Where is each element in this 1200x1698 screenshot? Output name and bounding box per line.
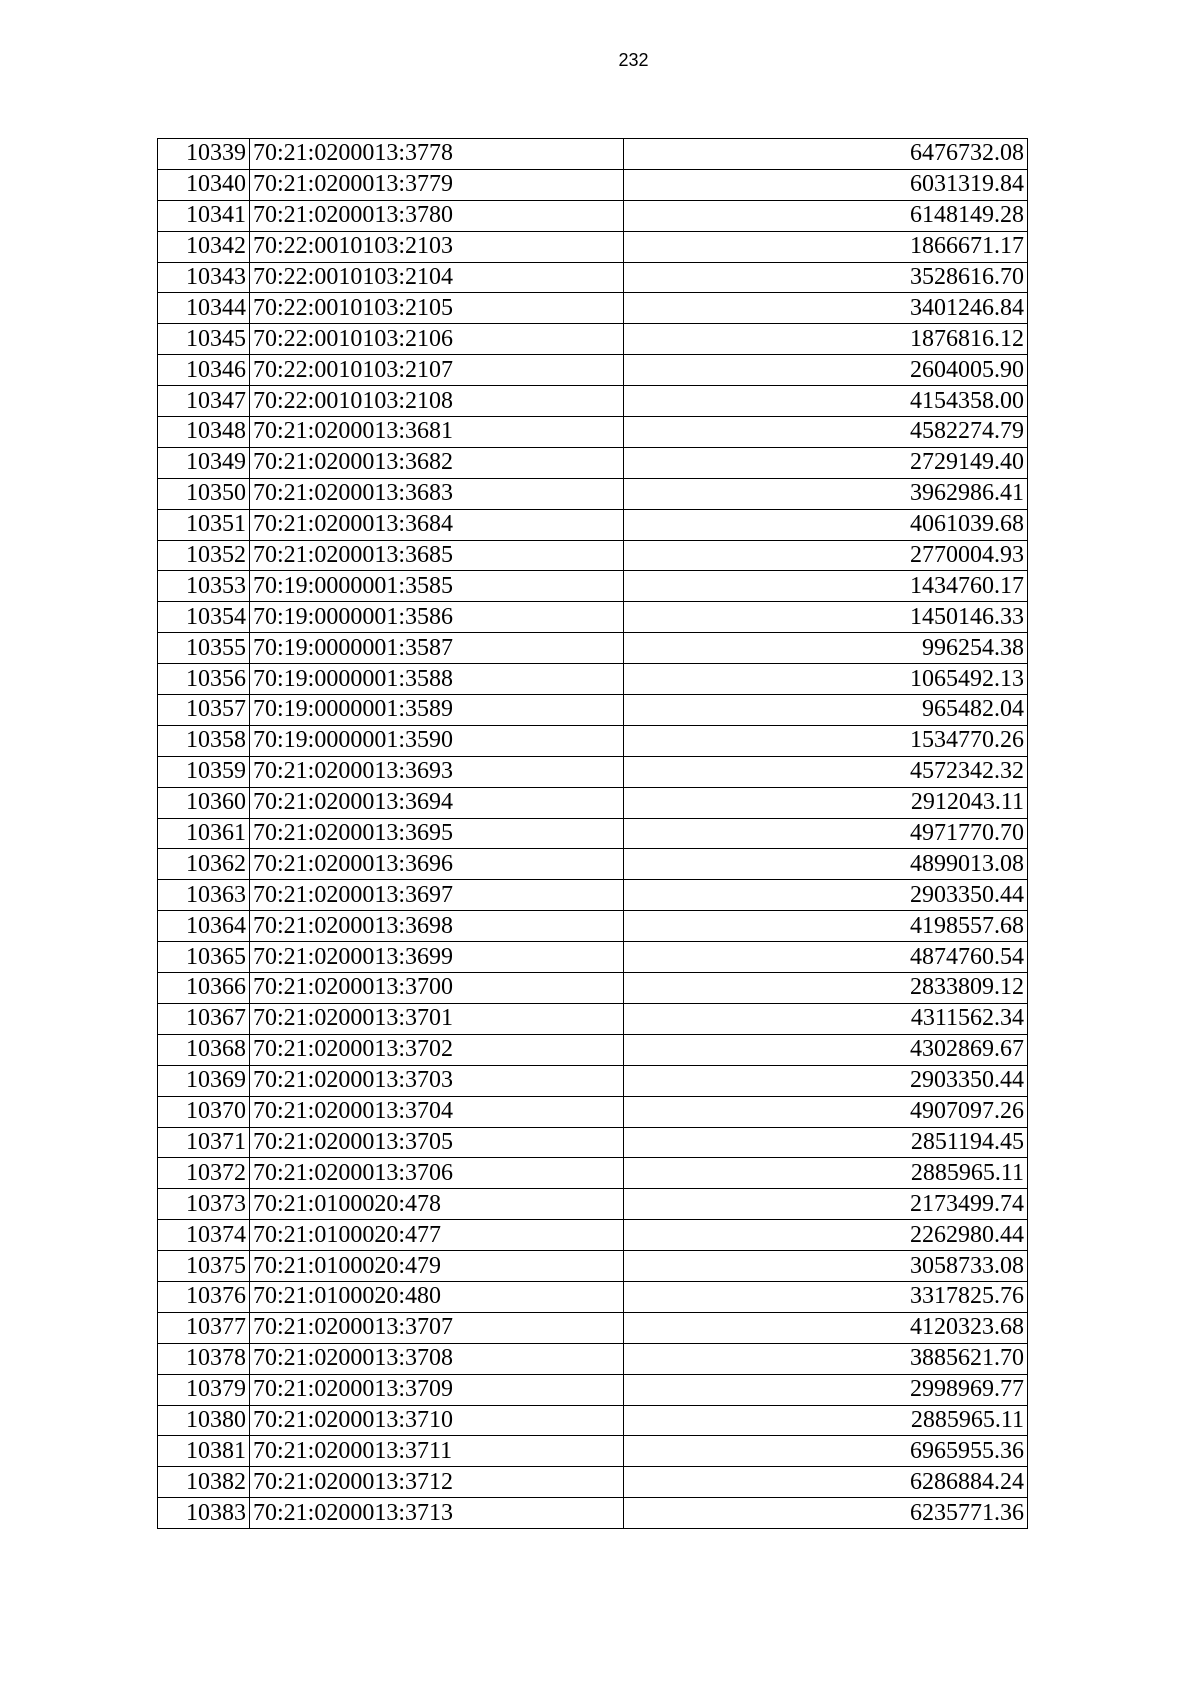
cadastral-value-cell: 996254.38 <box>624 633 1028 664</box>
row-number-cell: 10382 <box>158 1467 250 1498</box>
table-row <box>158 787 1028 818</box>
cadastral-number-cell: 70:22:0010103:2108 <box>250 386 624 417</box>
row-number-cell: 10379 <box>158 1374 250 1405</box>
cadastral-value-cell: 2903350.44 <box>624 1065 1028 1096</box>
row-number-cell: 10361 <box>158 818 250 849</box>
row-number-cell: 10363 <box>158 880 250 911</box>
table-row <box>158 324 1028 355</box>
cadastral-value-cell: 4198557.68 <box>624 911 1028 942</box>
cadastral-number-cell: 70:21:0200013:3693 <box>250 756 624 787</box>
table-row <box>158 509 1028 540</box>
table-row <box>158 664 1028 695</box>
row-number-cell: 10354 <box>158 602 250 633</box>
cadastral-number-cell: 70:21:0200013:3695 <box>250 818 624 849</box>
table-row <box>158 911 1028 942</box>
cadastral-number-cell: 70:21:0100020:479 <box>250 1251 624 1282</box>
cadastral-number-cell: 70:22:0010103:2105 <box>250 293 624 324</box>
table-row <box>158 1251 1028 1282</box>
cadastral-value-cell: 4907097.26 <box>624 1096 1028 1127</box>
cadastral-value-cell: 2998969.77 <box>624 1374 1028 1405</box>
cadastral-value-cell: 4971770.70 <box>624 818 1028 849</box>
table-row <box>158 695 1028 726</box>
table-row <box>158 355 1028 386</box>
table-row <box>158 1436 1028 1467</box>
cadastral-value-cell: 4582274.79 <box>624 417 1028 448</box>
cadastral-value-cell: 4874760.54 <box>624 942 1028 973</box>
row-number-cell: 10376 <box>158 1281 250 1312</box>
row-number-cell: 10342 <box>158 231 250 262</box>
table-row <box>158 231 1028 262</box>
table-row <box>158 1003 1028 1034</box>
row-number-cell: 10374 <box>158 1220 250 1251</box>
table-row <box>158 1281 1028 1312</box>
row-number-cell: 10356 <box>158 664 250 695</box>
table-row <box>158 756 1028 787</box>
cadastral-value-cell: 3401246.84 <box>624 293 1028 324</box>
cadastral-number-cell: 70:21:0200013:3780 <box>250 200 624 231</box>
cadastral-number-cell: 70:21:0200013:3682 <box>250 447 624 478</box>
cadastral-value-cell: 3317825.76 <box>624 1281 1028 1312</box>
cadastral-value-table <box>157 138 1028 1529</box>
cadastral-number-cell: 70:21:0200013:3699 <box>250 942 624 973</box>
cadastral-number-cell: 70:22:0010103:2103 <box>250 231 624 262</box>
row-number-cell: 10365 <box>158 942 250 973</box>
cadastral-number-cell: 70:19:0000001:3590 <box>250 725 624 756</box>
cadastral-value-cell: 6965955.36 <box>624 1436 1028 1467</box>
cadastral-number-cell: 70:21:0200013:3681 <box>250 417 624 448</box>
cadastral-number-cell: 70:21:0200013:3694 <box>250 787 624 818</box>
table-row <box>158 139 1028 170</box>
row-number-cell: 10349 <box>158 447 250 478</box>
cadastral-value-cell: 1866671.17 <box>624 231 1028 262</box>
cadastral-number-cell: 70:19:0000001:3589 <box>250 695 624 726</box>
row-number-cell: 10368 <box>158 1034 250 1065</box>
table-row <box>158 1343 1028 1374</box>
table-row <box>158 1405 1028 1436</box>
row-number-cell: 10353 <box>158 571 250 602</box>
cadastral-value-cell: 2770004.93 <box>624 540 1028 571</box>
table-row <box>158 1498 1028 1529</box>
table-row <box>158 1467 1028 1498</box>
cadastral-value-cell: 6476732.08 <box>624 139 1028 170</box>
cadastral-number-cell: 70:21:0200013:3708 <box>250 1343 624 1374</box>
cadastral-number-cell: 70:21:0200013:3778 <box>250 139 624 170</box>
cadastral-number-cell: 70:21:0200013:3696 <box>250 849 624 880</box>
cadastral-value-cell: 6286884.24 <box>624 1467 1028 1498</box>
cadastral-value-cell: 1876816.12 <box>624 324 1028 355</box>
cadastral-value-cell: 4572342.32 <box>624 756 1028 787</box>
row-number-cell: 10358 <box>158 725 250 756</box>
cadastral-number-cell: 70:21:0200013:3705 <box>250 1127 624 1158</box>
cadastral-number-cell: 70:22:0010103:2106 <box>250 324 624 355</box>
table-row <box>158 1312 1028 1343</box>
cadastral-value-cell: 2851194.45 <box>624 1127 1028 1158</box>
row-number-cell: 10370 <box>158 1096 250 1127</box>
row-number-cell: 10381 <box>158 1436 250 1467</box>
row-number-cell: 10350 <box>158 478 250 509</box>
row-number-cell: 10348 <box>158 417 250 448</box>
cadastral-value-cell: 2833809.12 <box>624 973 1028 1004</box>
cadastral-value-cell: 3058733.08 <box>624 1251 1028 1282</box>
table-row <box>158 447 1028 478</box>
table-row <box>158 262 1028 293</box>
cadastral-value-cell: 4154358.00 <box>624 386 1028 417</box>
table-row <box>158 200 1028 231</box>
table-row <box>158 1158 1028 1189</box>
table-row <box>158 1065 1028 1096</box>
cadastral-value-cell: 1534770.26 <box>624 725 1028 756</box>
cadastral-value-cell: 1434760.17 <box>624 571 1028 602</box>
cadastral-number-cell: 70:21:0200013:3701 <box>250 1003 624 1034</box>
row-number-cell: 10362 <box>158 849 250 880</box>
row-number-cell: 10366 <box>158 973 250 1004</box>
row-number-cell: 10369 <box>158 1065 250 1096</box>
cadastral-value-cell: 1450146.33 <box>624 602 1028 633</box>
table-row <box>158 725 1028 756</box>
cadastral-value-cell: 3528616.70 <box>624 262 1028 293</box>
cadastral-number-cell: 70:19:0000001:3585 <box>250 571 624 602</box>
cadastral-number-cell: 70:21:0100020:480 <box>250 1281 624 1312</box>
table-row <box>158 1374 1028 1405</box>
table-row <box>158 942 1028 973</box>
table-row <box>158 293 1028 324</box>
row-number-cell: 10359 <box>158 756 250 787</box>
cadastral-number-cell: 70:21:0100020:477 <box>250 1220 624 1251</box>
row-number-cell: 10378 <box>158 1343 250 1374</box>
row-number-cell: 10372 <box>158 1158 250 1189</box>
row-number-cell: 10380 <box>158 1405 250 1436</box>
cadastral-value-cell: 1065492.13 <box>624 664 1028 695</box>
row-number-cell: 10341 <box>158 200 250 231</box>
page-number: 232 <box>618 50 649 70</box>
cadastral-value-cell: 2903350.44 <box>624 880 1028 911</box>
cadastral-number-cell: 70:22:0010103:2107 <box>250 355 624 386</box>
cadastral-number-cell: 70:19:0000001:3588 <box>250 664 624 695</box>
row-number-cell: 10375 <box>158 1251 250 1282</box>
table-row <box>158 386 1028 417</box>
row-number-cell: 10347 <box>158 386 250 417</box>
cadastral-number-cell: 70:21:0200013:3685 <box>250 540 624 571</box>
cadastral-value-cell: 3885621.70 <box>624 1343 1028 1374</box>
row-number-cell: 10383 <box>158 1498 250 1529</box>
table-row <box>158 478 1028 509</box>
cadastral-number-cell: 70:21:0100020:478 <box>250 1189 624 1220</box>
cadastral-number-cell: 70:21:0200013:3711 <box>250 1436 624 1467</box>
cadastral-number-cell: 70:21:0200013:3709 <box>250 1374 624 1405</box>
cadastral-value-cell: 2912043.11 <box>624 787 1028 818</box>
table-row <box>158 571 1028 602</box>
cadastral-value-cell: 2885965.11 <box>624 1158 1028 1189</box>
cadastral-value-cell: 4302869.67 <box>624 1034 1028 1065</box>
cadastral-number-cell: 70:21:0200013:3698 <box>250 911 624 942</box>
row-number-cell: 10339 <box>158 139 250 170</box>
cadastral-value-cell: 2729149.40 <box>624 447 1028 478</box>
table-row <box>158 417 1028 448</box>
row-number-cell: 10343 <box>158 262 250 293</box>
row-number-cell: 10373 <box>158 1189 250 1220</box>
cadastral-number-cell: 70:21:0200013:3707 <box>250 1312 624 1343</box>
cadastral-value-cell: 4061039.68 <box>624 509 1028 540</box>
cadastral-value-cell: 2173499.74 <box>624 1189 1028 1220</box>
table-row <box>158 849 1028 880</box>
cadastral-number-cell: 70:19:0000001:3587 <box>250 633 624 664</box>
row-number-cell: 10340 <box>158 169 250 200</box>
row-number-cell: 10364 <box>158 911 250 942</box>
cadastral-number-cell: 70:21:0200013:3684 <box>250 509 624 540</box>
cadastral-number-cell: 70:21:0200013:3697 <box>250 880 624 911</box>
cadastral-number-cell: 70:21:0200013:3712 <box>250 1467 624 1498</box>
table-row <box>158 973 1028 1004</box>
cadastral-value-cell: 2885965.11 <box>624 1405 1028 1436</box>
table-row <box>158 880 1028 911</box>
row-number-cell: 10367 <box>158 1003 250 1034</box>
cadastral-number-cell: 70:21:0200013:3713 <box>250 1498 624 1529</box>
cadastral-number-cell: 70:21:0200013:3704 <box>250 1096 624 1127</box>
cadastral-value-cell: 3962986.41 <box>624 478 1028 509</box>
cadastral-number-cell: 70:21:0200013:3779 <box>250 169 624 200</box>
cadastral-number-cell: 70:21:0200013:3702 <box>250 1034 624 1065</box>
table-row <box>158 1096 1028 1127</box>
table-row <box>158 818 1028 849</box>
row-number-cell: 10371 <box>158 1127 250 1158</box>
row-number-cell: 10357 <box>158 695 250 726</box>
table-row <box>158 1034 1028 1065</box>
cadastral-number-cell: 70:19:0000001:3586 <box>250 602 624 633</box>
table-row <box>158 1127 1028 1158</box>
table-row <box>158 633 1028 664</box>
cadastral-value-cell: 4899013.08 <box>624 849 1028 880</box>
row-number-cell: 10352 <box>158 540 250 571</box>
table-row <box>158 602 1028 633</box>
row-number-cell: 10377 <box>158 1312 250 1343</box>
cadastral-value-cell: 2262980.44 <box>624 1220 1028 1251</box>
table-body <box>158 139 1028 1529</box>
table-row <box>158 540 1028 571</box>
row-number-cell: 10360 <box>158 787 250 818</box>
cadastral-number-cell: 70:22:0010103:2104 <box>250 262 624 293</box>
cadastral-value-cell: 2604005.90 <box>624 355 1028 386</box>
cadastral-number-cell: 70:21:0200013:3710 <box>250 1405 624 1436</box>
row-number-cell: 10355 <box>158 633 250 664</box>
table-row <box>158 1220 1028 1251</box>
table-row <box>158 1189 1028 1220</box>
cadastral-value-cell: 6235771.36 <box>624 1498 1028 1529</box>
cadastral-value-cell: 6148149.28 <box>624 200 1028 231</box>
cadastral-number-cell: 70:21:0200013:3700 <box>250 973 624 1004</box>
cadastral-number-cell: 70:21:0200013:3683 <box>250 478 624 509</box>
row-number-cell: 10346 <box>158 355 250 386</box>
cadastral-number-cell: 70:21:0200013:3703 <box>250 1065 624 1096</box>
cadastral-value-cell: 4311562.34 <box>624 1003 1028 1034</box>
row-number-cell: 10351 <box>158 509 250 540</box>
cadastral-value-cell: 965482.04 <box>624 695 1028 726</box>
cadastral-value-cell: 6031319.84 <box>624 169 1028 200</box>
table-row <box>158 169 1028 200</box>
cadastral-value-cell: 4120323.68 <box>624 1312 1028 1343</box>
row-number-cell: 10344 <box>158 293 250 324</box>
cadastral-number-cell: 70:21:0200013:3706 <box>250 1158 624 1189</box>
row-number-cell: 10345 <box>158 324 250 355</box>
